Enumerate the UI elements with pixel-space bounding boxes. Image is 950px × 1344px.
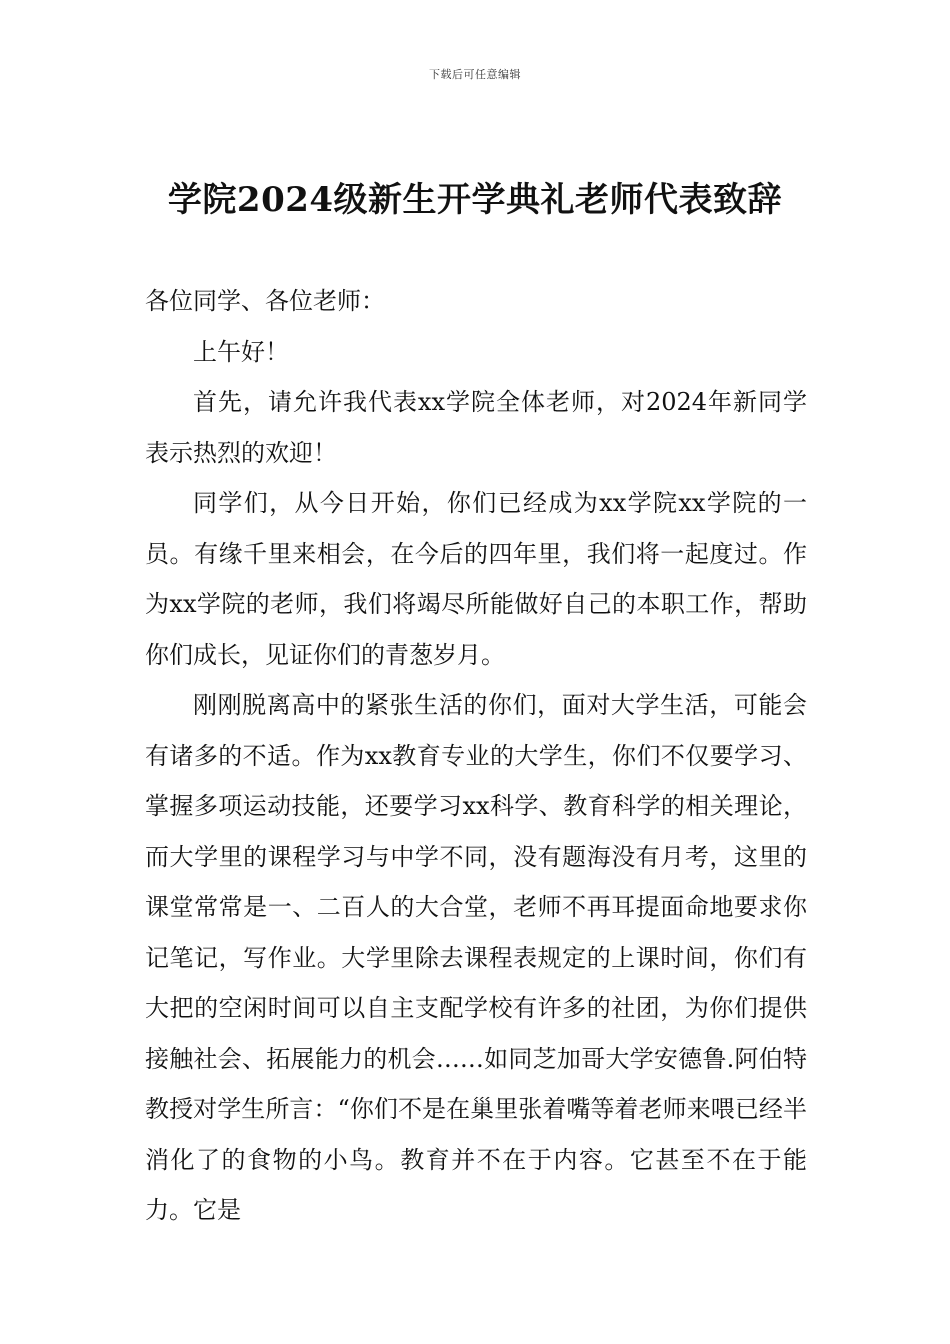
- paragraph-university-life: 刚刚脱离高中的紧张生活的你们，面对大学生活，可能会有诸多的不适。作为xx教育专业的大学生，你们不仅要学习、掌握多项运动技能，还要学习xx科学、教育科学的相关理论，而大学里的课程学习与中学不同，没有题海没有月考，这里的课堂常常是一、二百人的大合堂，老师不再耳提面命地要求你记笔记，写作业。大学里除去课程表规定的上课时间，你们有大把的空闲时间可以自主支配学校有许多的社团，为你们提供接触社会、拓展能力的机会……如同芝加哥大学安德鲁.阿伯特教授对学生所言：“你们不是在巢里张着嘴等着老师来喂已经半消化了的食物的小鸟。教育并不在于内容。它甚至不在于能力。它是: [145, 691, 807, 1224]
- header-note: 下载后可任意编辑: [429, 68, 521, 81]
- paragraph-welcome: 首先，请允许我代表xx学院全体老师，对2024年新同学表示热烈的欢迎！: [145, 388, 807, 467]
- paragraph-introduction: 同学们，从今日开始，你们已经成为xx学院xx学院的一员。有缘千里来相会，在今后的四年里，我们将一起度过。作为xx学院的老师，我们将竭尽所能做好自己的本职工作，帮助你们成长，见证你们的青葱岁月。: [145, 489, 807, 669]
- document-body: [145, 276, 807, 1236]
- salutation: 各位同学、各位老师：: [145, 287, 385, 315]
- document-title: 学院2024级新生开学典礼老师代表致辞: [167, 180, 783, 220]
- paragraph-greeting: 上午好！: [193, 337, 289, 366]
